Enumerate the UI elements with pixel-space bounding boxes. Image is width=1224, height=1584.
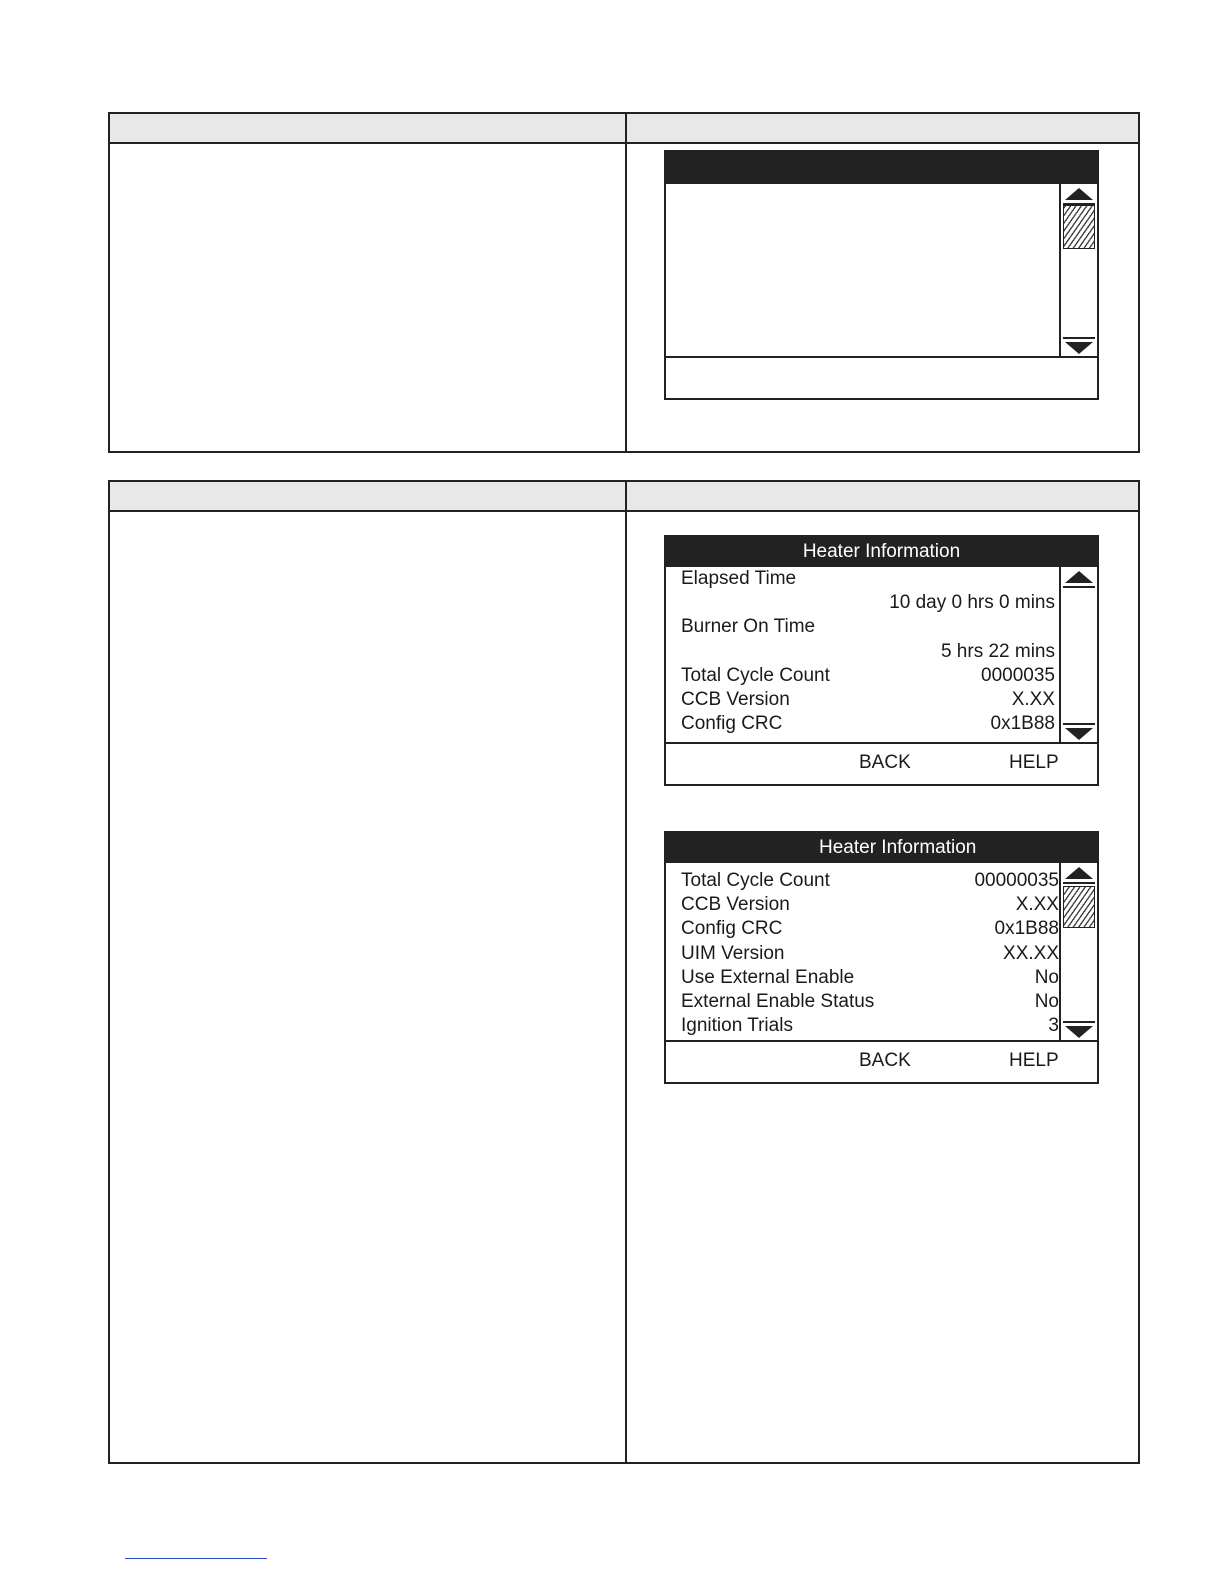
- info-value: 10 day 0 hrs 0 mins: [889, 592, 1055, 614]
- help-button[interactable]: HELP: [1009, 1050, 1059, 1071]
- info-value: 00000035: [974, 870, 1059, 891]
- info-value: 0x1B88: [994, 918, 1059, 940]
- info-label: UIM Version: [681, 942, 785, 964]
- info-value: No: [1034, 990, 1059, 1012]
- scrollbar-thumb[interactable]: [1063, 205, 1095, 249]
- info-row: [666, 567, 1059, 591]
- info-value: No: [1034, 966, 1059, 988]
- info-row: [666, 591, 1059, 615]
- info-value: XX.XX: [1003, 942, 1059, 964]
- display-screen-blank: [664, 150, 1099, 400]
- table-upper-header: [110, 114, 1138, 144]
- info-label: Use External Enable: [681, 966, 855, 988]
- screen-title-bar: [666, 152, 1097, 184]
- info-row: [666, 917, 1059, 941]
- info-value: 0000035: [981, 664, 1055, 686]
- info-label: Config CRC: [681, 713, 783, 735]
- info-label: External Enable Status: [681, 990, 875, 1012]
- scroll-up-arrow-icon[interactable]: [1063, 185, 1095, 205]
- info-label: Ignition Trials: [681, 1015, 793, 1037]
- info-value: X.XX: [1015, 894, 1059, 916]
- table-lower-column-divider: [625, 482, 627, 1462]
- footer-link-underline[interactable]: [125, 1558, 267, 1559]
- heater-information-screen-2: [664, 831, 1099, 1084]
- info-list: [666, 869, 1059, 1038]
- screen-footer: [666, 356, 1097, 398]
- scrollbar-thumb[interactable]: [1063, 886, 1095, 928]
- screen-title: Heater Information: [666, 833, 1097, 863]
- info-label: CCB Version: [681, 688, 790, 710]
- info-value: 3: [1048, 1015, 1059, 1037]
- scroll-down-arrow-icon[interactable]: [1063, 1021, 1095, 1041]
- info-row: [666, 712, 1059, 736]
- info-value: 0x1B88: [990, 713, 1055, 735]
- info-value: 5 hrs 22 mins: [940, 640, 1055, 662]
- help-button[interactable]: HELP: [1009, 752, 1059, 773]
- screen-footer: [666, 742, 1097, 784]
- scrollbar[interactable]: [1059, 184, 1097, 358]
- info-row: [666, 1014, 1059, 1038]
- info-row: [666, 966, 1059, 990]
- scroll-down-arrow-icon[interactable]: [1063, 723, 1095, 743]
- scroll-up-arrow-icon[interactable]: [1063, 864, 1095, 884]
- info-label: CCB Version: [681, 894, 790, 916]
- table-upper-column-divider: [625, 114, 627, 451]
- info-label: Burner On Time: [681, 616, 816, 638]
- info-row: [666, 688, 1059, 712]
- info-row: [666, 615, 1059, 639]
- info-label: Total Cycle Count: [681, 664, 830, 686]
- info-row: [666, 990, 1059, 1014]
- scrollbar[interactable]: [1059, 567, 1097, 744]
- scroll-up-arrow-icon[interactable]: [1063, 568, 1095, 588]
- screen-footer: [666, 1040, 1097, 1082]
- info-row: [666, 869, 1059, 893]
- screen-title: Heater Information: [666, 537, 1097, 567]
- heater-information-screen-1: [664, 535, 1099, 786]
- info-value: X.XX: [1011, 688, 1055, 710]
- info-row: [666, 893, 1059, 917]
- info-label: Total Cycle Count: [681, 870, 830, 891]
- info-label: Config CRC: [681, 918, 783, 940]
- info-row: [666, 640, 1059, 664]
- info-label: Elapsed Time: [681, 568, 797, 589]
- info-list: [666, 567, 1059, 736]
- back-button[interactable]: BACK: [859, 1050, 911, 1071]
- table-lower-header: [110, 482, 1138, 512]
- scroll-down-arrow-icon[interactable]: [1063, 337, 1095, 357]
- scrollbar[interactable]: [1059, 863, 1097, 1042]
- info-row: [666, 664, 1059, 688]
- info-row: [666, 942, 1059, 966]
- back-button[interactable]: BACK: [859, 752, 911, 773]
